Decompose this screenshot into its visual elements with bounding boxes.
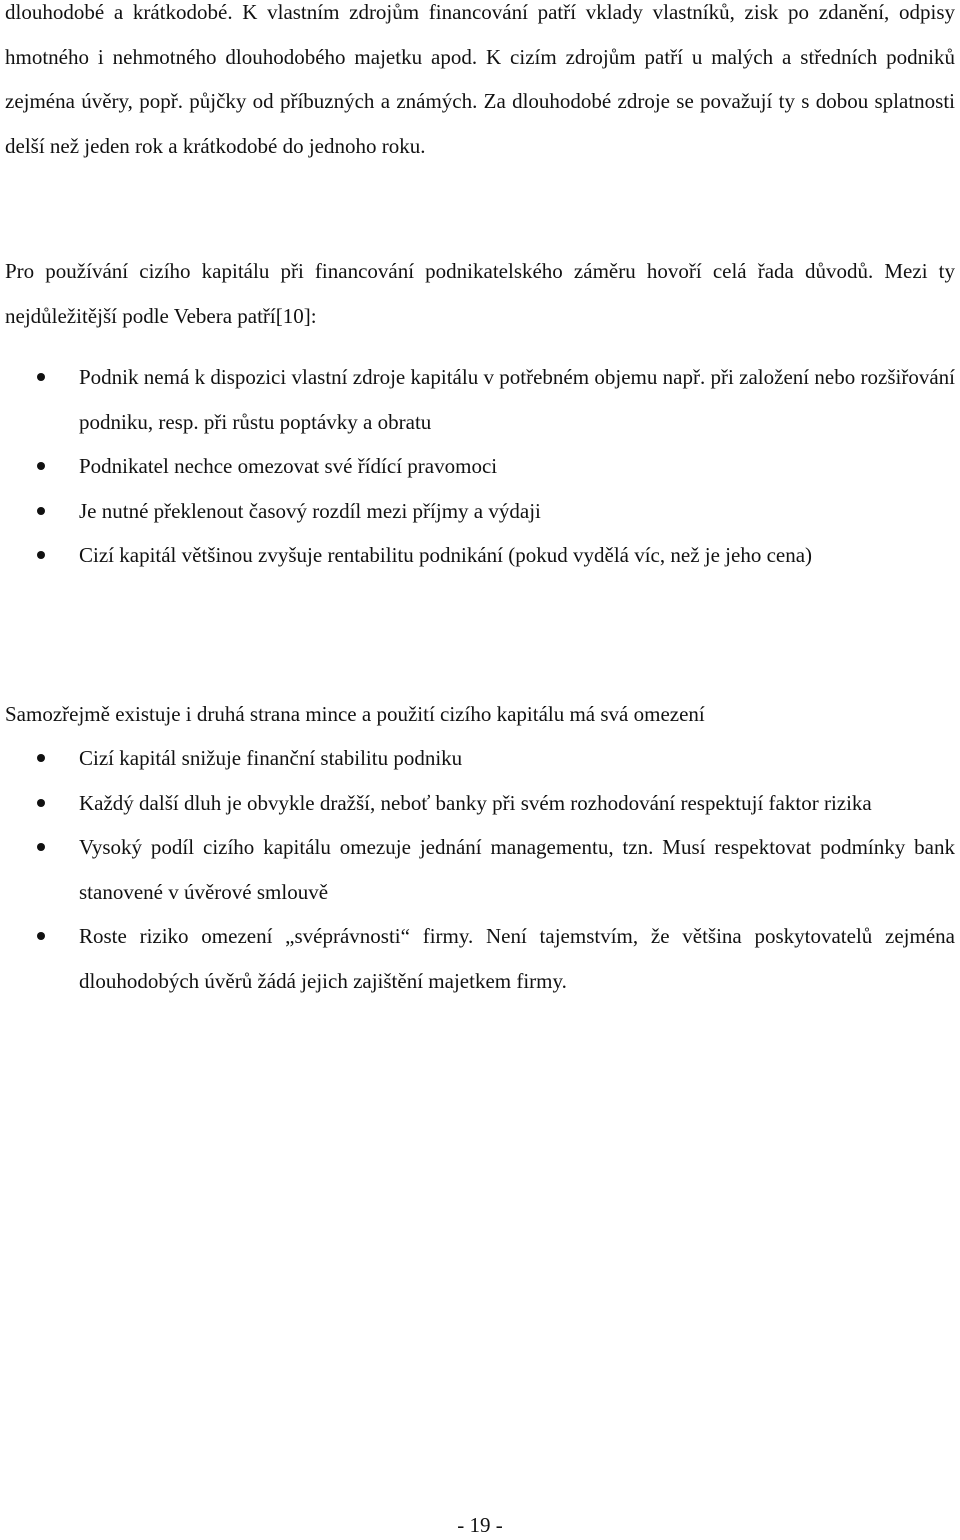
list-item bbox=[0, 825, 955, 914]
bullet-icon bbox=[37, 754, 45, 762]
list-item bbox=[0, 444, 955, 489]
page-number: - 19 - bbox=[457, 1513, 503, 1537]
list-item bbox=[0, 736, 955, 781]
list-item-text: Každý další dluh je obvykle dražší, neboť banky při svém rozhodování respektují faktor rizika bbox=[79, 790, 872, 815]
list-item bbox=[0, 533, 955, 578]
list-item-text: Roste riziko omezení „svéprávnosti“ firmy. Není tajemstvím, že většina poskytovatelů zejména dlouhodobých úvěrů žádá jejich zajištění majetkem firmy. bbox=[79, 924, 955, 993]
bullet-icon bbox=[37, 932, 45, 940]
limits-list bbox=[0, 736, 960, 1003]
list-item bbox=[0, 781, 955, 826]
bullet-icon bbox=[37, 373, 45, 381]
list-item-text: Je nutné překlenout časový rozdíl mezi příjmy a výdaji bbox=[79, 498, 541, 523]
list-item-text: Podnik nemá k dispozici vlastní zdroje kapitálu v potřebném objemu např. při založení nebo rozšiřování podniku, resp. při růstu poptávky a obratu bbox=[79, 365, 955, 434]
bullet-icon bbox=[37, 843, 45, 851]
bullet-icon bbox=[37, 507, 45, 515]
list-item-text: Vysoký podíl cizího kapitálu omezuje jednání managementu, tzn. Musí respektovat podmínky bank stanovené v úvěrové smlouvě bbox=[79, 835, 955, 904]
bullet-icon bbox=[37, 462, 45, 470]
bullet-icon bbox=[37, 551, 45, 559]
list-item bbox=[0, 489, 955, 534]
list-item-text: Cizí kapitál snižuje finanční stabilitu podniku bbox=[79, 746, 463, 770]
paragraph-foreign-capital-reasons: Pro používání cizího kapitálu při financování podnikatelského záměru hovoří celá řada důvodů. Mezi ty nejdůležitější podle Vebera patří[10]: bbox=[5, 259, 955, 328]
reasons-list bbox=[0, 355, 960, 578]
list-item bbox=[0, 914, 955, 1003]
paragraph-limitations-intro: Samozřejmě existuje i druhá strana mince a použití cizího kapitálu má svá omezení bbox=[5, 702, 705, 726]
list-item-text: Podnikatel nechce omezovat své řídící pravomoci bbox=[79, 454, 498, 478]
list-item-text: Cizí kapitál většinou zvyšuje rentabilitu podnikání (pokud vydělá víc, než je jeho cena) bbox=[79, 543, 813, 567]
list-item bbox=[0, 355, 955, 444]
paragraph-financing-sources: dlouhodobé a krátkodobé. K vlastním zdrojům financování patří vklady vlastníků, zisk po zdanění, odpisy hmotného i nehmotného dlouhodobého majetku apod. K cizím zdrojům patří u malých a středních podniků zejména úvěry, popř. půjčky od příbuzných a známých. Za dlouhodobé zdroje se považují ty s dobou splatnosti delší než jeden rok a krátkodobé do jednoho roku. bbox=[5, 0, 955, 158]
bullet-icon bbox=[37, 799, 45, 807]
